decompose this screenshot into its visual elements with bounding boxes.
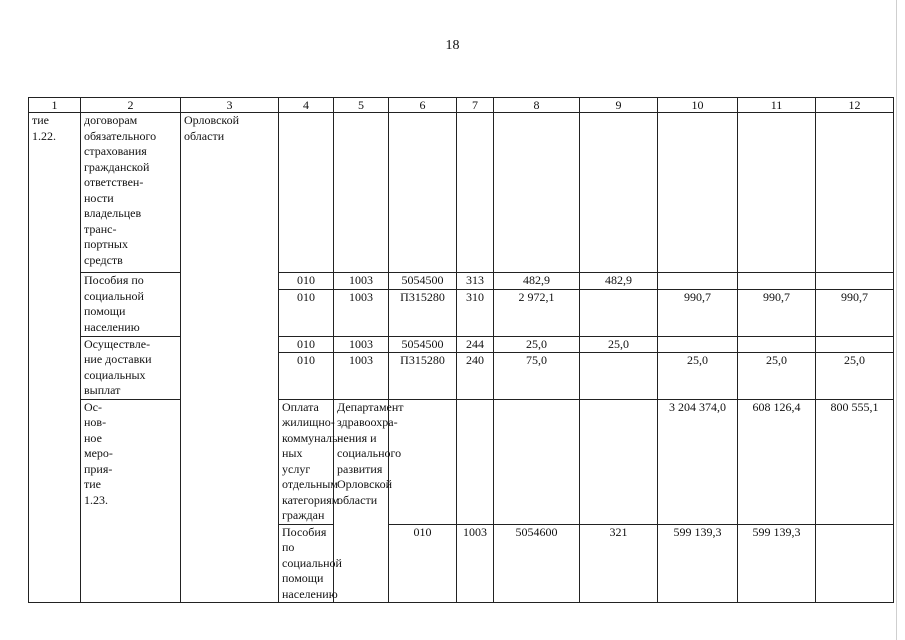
col-header: 7 [457,98,494,113]
cell-c6: 5054500 [389,273,457,290]
executor-cell: Орловской области [181,113,279,603]
cell-c8: 2 972,1 [494,289,580,336]
col-header: 11 [738,98,816,113]
col-header: 8 [494,98,580,113]
cell-c7: 244 [457,336,494,353]
table-row [29,399,894,524]
cell-c5: 1003 [334,336,389,353]
cell-c5: 1003 [334,353,389,399]
cell-c7: 240 [457,353,494,399]
page-edge-line [896,0,897,640]
col-header: 5 [334,98,389,113]
table-row [29,336,894,353]
cell-c4: 010 [279,353,334,399]
cell-c8: 25,0 [494,336,580,353]
cell-c5: 1003 [457,524,494,603]
cell-c5: 1003 [334,273,389,290]
delivery-label-cell: Осуществле- ние доставки социальных выплат [81,336,181,399]
cell-c11 [738,273,816,290]
cell-c9: 608 126,4 [738,399,816,524]
cell-c11 [738,336,816,353]
cell-c7: 313 [457,273,494,290]
table-row [29,113,894,273]
executor-cell: Департамент здравоохра- нения и социального развития Орловской области [334,399,389,603]
cell-c10 [658,273,738,290]
header-row [29,98,894,113]
col-header: 9 [580,98,658,113]
cell-c7: 310 [457,289,494,336]
col-header: 2 [81,98,181,113]
cell-c10: 25,0 [658,353,738,399]
budget-table [28,97,894,603]
col-header: 1 [29,98,81,113]
cell-c9: 25,0 [580,336,658,353]
cell-c6: 5054500 [389,336,457,353]
item-text-cell: договорам обязательного страхования гражданской ответствен- ности владельцев транс- портных средств [81,113,181,273]
cell-c11: 25,0 [738,353,816,399]
cell-c10: 990,7 [658,289,738,336]
item-text-cell: Оплата жилищно- коммуналь- ных услуг отдельным категориям граждан [279,399,334,524]
cell-c9: 599 139,3 [738,524,816,603]
cell-c12 [816,273,894,290]
cell-c8: 599 139,3 [658,524,738,603]
cell-c8: 482,9 [494,273,580,290]
cell-c10 [658,336,738,353]
cell-c4: 010 [279,289,334,336]
measure-cell: тие 1.22. [29,113,81,603]
cell-c12 [816,336,894,353]
col-header: 12 [816,98,894,113]
col-header: 3 [181,98,279,113]
benefits-label-cell: Пособия по социальной помощи населению [279,524,334,603]
cell-c9 [580,353,658,399]
cell-c4: 010 [279,273,334,290]
cell-c8: 3 204 374,0 [658,399,738,524]
cell-c4: 010 [279,336,334,353]
cell-c11: 990,7 [738,289,816,336]
cell-c9: 482,9 [580,273,658,290]
cell-c12: 990,7 [816,289,894,336]
cell-c7: 321 [580,524,658,603]
cell-c6: П315280 [389,353,457,399]
page-number: 18 [445,38,460,53]
cell-c9 [580,289,658,336]
cell-c5: 1003 [334,289,389,336]
cell-c4: 010 [389,524,457,603]
col-header: 6 [389,98,457,113]
col-header: 10 [658,98,738,113]
benefits-label-cell: Пособия по социальной помощи населению [81,273,181,337]
table-row [29,273,894,290]
cell-c6: П315280 [389,289,457,336]
cell-c10 [816,524,894,603]
cell-c8: 75,0 [494,353,580,399]
cell-c10: 800 555,1 [816,399,894,524]
cell-c6: 5054600 [494,524,580,603]
cell-c12: 25,0 [816,353,894,399]
col-header: 4 [279,98,334,113]
measure-cell: Ос- нов- ное меро- прия- тие 1.23. [81,399,181,603]
